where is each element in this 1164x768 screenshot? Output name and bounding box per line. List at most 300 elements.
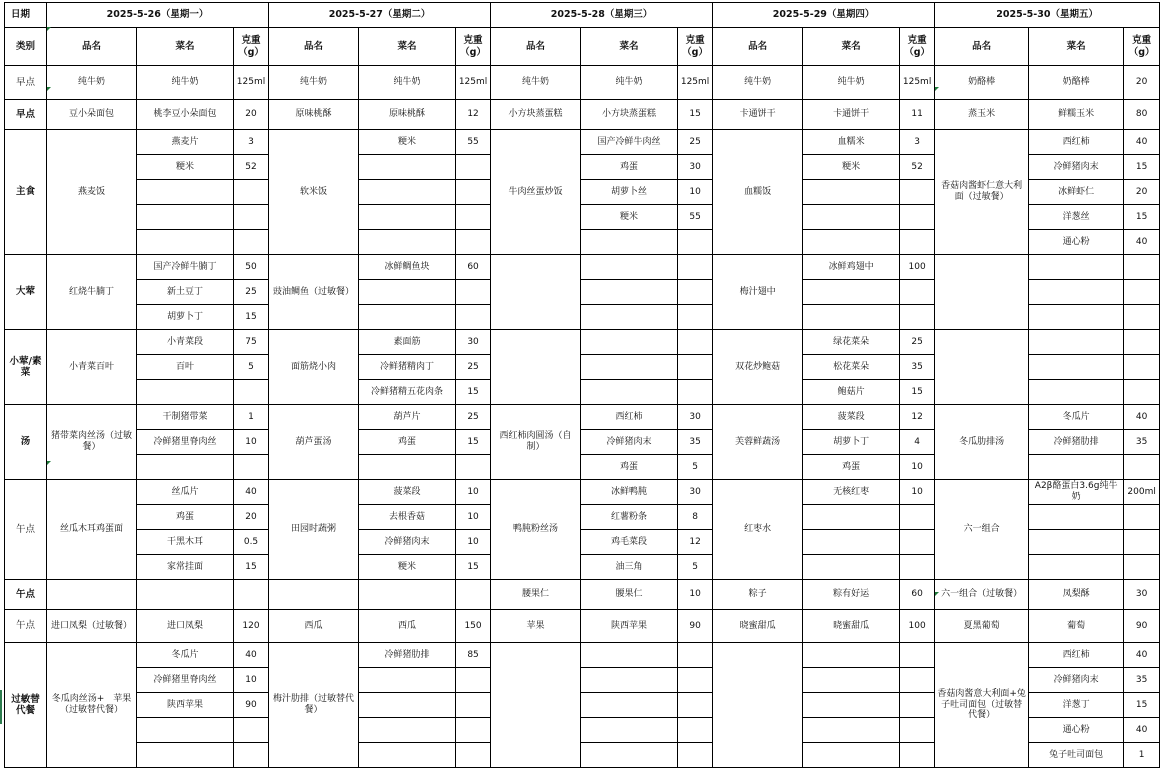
ingredient-cell[interactable] — [359, 230, 456, 255]
ingredient-cell[interactable] — [581, 668, 678, 693]
ingredient-cell[interactable]: 凤梨酥 — [1029, 580, 1124, 610]
gram-cell[interactable]: 125ml — [234, 66, 269, 100]
ingredient-cell[interactable] — [1029, 355, 1124, 380]
dish-name-cell[interactable]: 红烧牛腩丁 — [47, 255, 137, 330]
dish-name-cell[interactable]: 六一组合 — [935, 480, 1029, 580]
gram-cell[interactable] — [678, 743, 713, 768]
category-cell[interactable]: 大荤 — [5, 255, 47, 330]
ingredient-cell[interactable]: 兔子吐司面包 — [1029, 743, 1124, 768]
gram-cell[interactable]: 52 — [900, 155, 935, 180]
gram-cell[interactable] — [678, 643, 713, 668]
gram-cell[interactable] — [1124, 555, 1160, 580]
dish-name-cell[interactable]: 进口凤梨（过敏餐） — [47, 610, 137, 643]
gram-cell[interactable]: 90 — [234, 693, 269, 718]
dish-name-cell[interactable]: 六一组合（过敏餐） — [935, 580, 1029, 610]
ingredient-cell[interactable]: 油三角 — [581, 555, 678, 580]
ingredient-cell[interactable]: 菠菜段 — [359, 480, 456, 505]
gram-cell[interactable] — [456, 693, 491, 718]
gram-cell[interactable]: 100 — [900, 255, 935, 280]
gram-cell[interactable] — [234, 718, 269, 743]
ingredient-cell[interactable]: 菠菜段 — [803, 405, 900, 430]
gram-cell[interactable] — [1124, 530, 1160, 555]
gram-cell[interactable]: 90 — [1124, 610, 1160, 643]
category-cell[interactable]: 汤 — [5, 405, 47, 480]
gram-cell[interactable]: 1 — [1124, 743, 1160, 768]
gram-cell[interactable]: 12 — [900, 405, 935, 430]
dish-name-cell[interactable] — [935, 255, 1029, 330]
dish-name-cell[interactable]: 小青菜百叶 — [47, 330, 137, 405]
gram-cell[interactable]: 5 — [678, 455, 713, 480]
ingredient-cell[interactable] — [803, 230, 900, 255]
ingredient-cell[interactable]: 卡通饼干 — [803, 100, 900, 130]
ingredient-cell[interactable] — [359, 718, 456, 743]
ingredient-cell[interactable] — [359, 180, 456, 205]
dish-name-cell[interactable]: 纯牛奶 — [47, 66, 137, 100]
ingredient-cell[interactable]: 纯牛奶 — [359, 66, 456, 100]
dish-name-cell[interactable]: 腰果仁 — [491, 580, 581, 610]
category-label-cell[interactable]: 类别 — [5, 28, 47, 66]
ingredient-header[interactable]: 菜名 — [137, 28, 234, 66]
ingredient-cell[interactable]: 陕西苹果 — [581, 610, 678, 643]
gram-cell[interactable]: 125ml — [456, 66, 491, 100]
gram-cell[interactable] — [900, 555, 935, 580]
gram-cell[interactable] — [234, 180, 269, 205]
ingredient-cell[interactable]: 去根香菇 — [359, 505, 456, 530]
ingredient-cell[interactable] — [359, 743, 456, 768]
gram-cell[interactable]: 80 — [1124, 100, 1160, 130]
gram-cell[interactable] — [456, 205, 491, 230]
gram-cell[interactable]: 10 — [900, 455, 935, 480]
dish-name-cell[interactable] — [491, 255, 581, 330]
gram-cell[interactable] — [900, 180, 935, 205]
dish-name-cell[interactable] — [713, 643, 803, 768]
ingredient-cell[interactable]: 小方块蒸蛋糕 — [581, 100, 678, 130]
gram-cell[interactable]: 85 — [456, 643, 491, 668]
dish-name-cell[interactable] — [935, 330, 1029, 405]
ingredient-cell[interactable]: 胡萝卜丝 — [581, 180, 678, 205]
gram-cell[interactable] — [1124, 305, 1160, 330]
dish-name-cell[interactable] — [269, 580, 359, 610]
ingredient-cell[interactable]: 冰鲜鸡翅中 — [803, 255, 900, 280]
dish-name-cell[interactable] — [47, 580, 137, 610]
ingredient-cell[interactable]: 胡萝卜丁 — [803, 430, 900, 455]
ingredient-cell[interactable] — [803, 693, 900, 718]
gram-cell[interactable]: 12 — [456, 100, 491, 130]
ingredient-cell[interactable]: 燕麦片 — [137, 130, 234, 155]
gram-cell[interactable] — [234, 380, 269, 405]
ingredient-cell[interactable]: 鸡毛菜段 — [581, 530, 678, 555]
ingredient-cell[interactable]: 冷鲜猪精五花肉条 — [359, 380, 456, 405]
gram-cell[interactable] — [234, 743, 269, 768]
ingredient-cell[interactable]: 晓蜜甜瓜 — [803, 610, 900, 643]
gram-cell[interactable]: 40 — [1124, 643, 1160, 668]
gram-cell[interactable]: 15 — [456, 430, 491, 455]
dish-name-cell[interactable]: 猪带菜肉丝汤（过敏餐） — [47, 405, 137, 480]
gram-cell[interactable]: 120 — [234, 610, 269, 643]
gram-cell[interactable] — [456, 155, 491, 180]
ingredient-cell[interactable] — [359, 205, 456, 230]
ingredient-cell[interactable]: 冷鲜猪肉末 — [1029, 155, 1124, 180]
gram-cell[interactable]: 100 — [900, 610, 935, 643]
ingredient-cell[interactable]: 葡萄 — [1029, 610, 1124, 643]
category-cell[interactable]: 午点 — [5, 480, 47, 580]
gram-cell[interactable] — [678, 280, 713, 305]
day-header-1[interactable]: 2025-5-26（星期一） — [47, 3, 269, 28]
dish-name-cell[interactable]: 纯牛奶 — [269, 66, 359, 100]
dish-header[interactable]: 品名 — [491, 28, 581, 66]
gram-cell[interactable]: 125ml — [900, 66, 935, 100]
ingredient-cell[interactable]: A2β酪蛋白3.6g纯牛奶 — [1029, 480, 1124, 505]
dish-name-cell[interactable]: 冬瓜肉丝汤+ 苹果（过敏替代餐） — [47, 643, 137, 768]
dish-name-cell[interactable]: 香菇肉酱意大利面+兔子吐司面包（过敏替代餐） — [935, 643, 1029, 768]
ingredient-cell[interactable]: 西红柿 — [581, 405, 678, 430]
ingredient-cell[interactable] — [803, 643, 900, 668]
dish-name-cell[interactable]: 西红柿肉圆汤（自制） — [491, 405, 581, 480]
gram-cell[interactable]: 20 — [1124, 66, 1160, 100]
gram-cell[interactable]: 40 — [1124, 130, 1160, 155]
dish-name-cell[interactable]: 丝瓜木耳鸡蛋面 — [47, 480, 137, 580]
gram-cell[interactable]: 25 — [456, 405, 491, 430]
ingredient-cell[interactable]: 西瓜 — [359, 610, 456, 643]
gram-cell[interactable]: 55 — [678, 205, 713, 230]
ingredient-cell[interactable]: 陕西苹果 — [137, 693, 234, 718]
ingredient-cell[interactable] — [359, 305, 456, 330]
gram-cell[interactable] — [900, 693, 935, 718]
ingredient-cell[interactable]: 丝瓜片 — [137, 480, 234, 505]
ingredient-cell[interactable]: 冷鲜猪肉末 — [581, 430, 678, 455]
category-cell[interactable]: 午点 — [5, 580, 47, 610]
gram-cell[interactable] — [1124, 505, 1160, 530]
ingredient-cell[interactable] — [803, 668, 900, 693]
gram-cell[interactable] — [900, 305, 935, 330]
ingredient-cell[interactable] — [1029, 455, 1124, 480]
gram-cell[interactable] — [900, 530, 935, 555]
day-header-2[interactable]: 2025-5-27（星期二） — [269, 3, 491, 28]
dish-name-cell[interactable]: 蒸玉米 — [935, 100, 1029, 130]
ingredient-cell[interactable]: 通心粉 — [1029, 718, 1124, 743]
ingredient-cell[interactable]: 胡萝卜丁 — [137, 305, 234, 330]
gram-cell[interactable]: 10 — [456, 480, 491, 505]
gram-cell[interactable]: 10 — [900, 480, 935, 505]
ingredient-cell[interactable]: 原味桃酥 — [359, 100, 456, 130]
dish-name-cell[interactable]: 纯牛奶 — [713, 66, 803, 100]
ingredient-cell[interactable]: 无核红枣 — [803, 480, 900, 505]
dish-name-cell[interactable] — [491, 643, 581, 768]
ingredient-cell[interactable] — [1029, 505, 1124, 530]
ingredient-cell[interactable]: 血糯米 — [803, 130, 900, 155]
dish-name-cell[interactable]: 葫芦蛋汤 — [269, 405, 359, 480]
ingredient-cell[interactable]: 粽有好运 — [803, 580, 900, 610]
gram-cell[interactable]: 15 — [234, 305, 269, 330]
ingredient-cell[interactable] — [359, 280, 456, 305]
dish-name-cell[interactable]: 梅汁翅中 — [713, 255, 803, 330]
gram-cell[interactable]: 35 — [1124, 668, 1160, 693]
ingredient-cell[interactable] — [803, 180, 900, 205]
gram-cell[interactable] — [678, 718, 713, 743]
ingredient-cell[interactable]: 国产冷鲜牛腩丁 — [137, 255, 234, 280]
dish-name-cell[interactable]: 红枣水 — [713, 480, 803, 580]
dish-name-cell[interactable]: 奶酪棒 — [935, 66, 1029, 100]
gram-cell[interactable]: 25 — [234, 280, 269, 305]
gram-cell[interactable]: 40 — [1124, 405, 1160, 430]
ingredient-cell[interactable]: 冷鲜猪里脊肉丝 — [137, 430, 234, 455]
dish-name-cell[interactable]: 粽子 — [713, 580, 803, 610]
dish-name-cell[interactable]: 鸭肫粉丝汤 — [491, 480, 581, 580]
ingredient-cell[interactable] — [803, 743, 900, 768]
ingredient-cell[interactable] — [359, 693, 456, 718]
category-cell[interactable]: 过敏替代餐 — [5, 643, 47, 768]
dish-name-cell[interactable]: 小方块蒸蛋糕 — [491, 100, 581, 130]
ingredient-cell[interactable] — [581, 693, 678, 718]
gram-cell[interactable]: 10 — [456, 530, 491, 555]
gram-cell[interactable] — [456, 280, 491, 305]
gram-header[interactable]: 克重（g） — [900, 28, 935, 66]
dish-header[interactable]: 品名 — [713, 28, 803, 66]
gram-cell[interactable]: 20 — [234, 505, 269, 530]
gram-header[interactable]: 克重（g） — [456, 28, 491, 66]
gram-cell[interactable]: 10 — [234, 668, 269, 693]
ingredient-cell[interactable] — [1029, 305, 1124, 330]
gram-cell[interactable] — [900, 505, 935, 530]
gram-cell[interactable] — [456, 743, 491, 768]
gram-cell[interactable] — [456, 180, 491, 205]
dish-name-cell[interactable]: 血糯饭 — [713, 130, 803, 255]
ingredient-cell[interactable]: 粳米 — [359, 130, 456, 155]
gram-cell[interactable]: 5 — [678, 555, 713, 580]
gram-cell[interactable] — [456, 305, 491, 330]
dish-name-cell[interactable]: 牛肉丝蛋炒饭 — [491, 130, 581, 255]
dish-name-cell[interactable]: 纯牛奶 — [491, 66, 581, 100]
ingredient-cell[interactable]: 冷鲜猪精肉丁 — [359, 355, 456, 380]
ingredient-cell[interactable]: 新土豆丁 — [137, 280, 234, 305]
dish-name-cell[interactable]: 软米饭 — [269, 130, 359, 255]
ingredient-cell[interactable]: 桃李豆小朵面包 — [137, 100, 234, 130]
ingredient-cell[interactable] — [137, 743, 234, 768]
ingredient-cell[interactable] — [581, 280, 678, 305]
ingredient-cell[interactable] — [803, 505, 900, 530]
gram-cell[interactable]: 150 — [456, 610, 491, 643]
ingredient-cell[interactable]: 冷鲜猪肋排 — [1029, 430, 1124, 455]
ingredient-cell[interactable] — [1029, 330, 1124, 355]
gram-cell[interactable]: 10 — [678, 580, 713, 610]
ingredient-cell[interactable]: 鸡蛋 — [581, 155, 678, 180]
gram-cell[interactable]: 15 — [456, 555, 491, 580]
ingredient-cell[interactable]: 洋葱丁 — [1029, 693, 1124, 718]
ingredient-cell[interactable] — [1029, 555, 1124, 580]
gram-cell[interactable]: 25 — [900, 330, 935, 355]
day-header-5[interactable]: 2025-5-30（星期五） — [935, 3, 1160, 28]
gram-cell[interactable]: 60 — [900, 580, 935, 610]
gram-header[interactable]: 克重（g） — [234, 28, 269, 66]
ingredient-cell[interactable]: 西红柿 — [1029, 130, 1124, 155]
ingredient-cell[interactable] — [1029, 280, 1124, 305]
gram-cell[interactable]: 15 — [234, 555, 269, 580]
gram-cell[interactable] — [234, 230, 269, 255]
ingredient-cell[interactable]: 冷鲜猪肋排 — [359, 643, 456, 668]
ingredient-cell[interactable]: 通心粉 — [1029, 230, 1124, 255]
gram-header[interactable]: 克重（g） — [678, 28, 713, 66]
gram-cell[interactable] — [900, 668, 935, 693]
gram-cell[interactable]: 15 — [1124, 693, 1160, 718]
ingredient-cell[interactable] — [803, 280, 900, 305]
gram-cell[interactable] — [456, 668, 491, 693]
ingredient-cell[interactable]: 洋葱丝 — [1029, 205, 1124, 230]
gram-cell[interactable]: 52 — [234, 155, 269, 180]
gram-cell[interactable]: 30 — [678, 155, 713, 180]
category-cell[interactable]: 早点 — [5, 66, 47, 100]
gram-cell[interactable] — [678, 330, 713, 355]
gram-cell[interactable] — [678, 255, 713, 280]
ingredient-cell[interactable]: 鸡蛋 — [137, 505, 234, 530]
dish-header[interactable]: 品名 — [47, 28, 137, 66]
ingredient-cell[interactable]: 小青菜段 — [137, 330, 234, 355]
dish-name-cell[interactable]: 双花炒鲍菇 — [713, 330, 803, 405]
dish-name-cell[interactable]: 苹果 — [491, 610, 581, 643]
ingredient-cell[interactable] — [803, 305, 900, 330]
ingredient-cell[interactable]: 家常挂面 — [137, 555, 234, 580]
gram-cell[interactable]: 5 — [234, 355, 269, 380]
category-cell[interactable]: 早点 — [5, 100, 47, 130]
gram-cell[interactable]: 15 — [1124, 205, 1160, 230]
ingredient-cell[interactable]: 冰鲜虾仁 — [1029, 180, 1124, 205]
ingredient-cell[interactable]: 腰果仁 — [581, 580, 678, 610]
ingredient-header[interactable]: 菜名 — [803, 28, 900, 66]
ingredient-cell[interactable]: 纯牛奶 — [137, 66, 234, 100]
ingredient-cell[interactable]: 素面筋 — [359, 330, 456, 355]
ingredient-cell[interactable] — [581, 643, 678, 668]
ingredient-cell[interactable]: 进口凤梨 — [137, 610, 234, 643]
gram-cell[interactable] — [900, 718, 935, 743]
gram-cell[interactable]: 15 — [456, 380, 491, 405]
gram-cell[interactable]: 10 — [234, 430, 269, 455]
ingredient-cell[interactable] — [137, 580, 234, 610]
gram-cell[interactable]: 200ml — [1124, 480, 1160, 505]
dish-header[interactable]: 品名 — [935, 28, 1029, 66]
ingredient-cell[interactable] — [359, 155, 456, 180]
gram-cell[interactable]: 40 — [234, 480, 269, 505]
ingredient-cell[interactable]: 鲜糯玉米 — [1029, 100, 1124, 130]
gram-cell[interactable]: 30 — [456, 330, 491, 355]
date-label-cell[interactable]: 日期 — [5, 3, 47, 28]
ingredient-cell[interactable]: 红薯粉条 — [581, 505, 678, 530]
gram-cell[interactable]: 1 — [234, 405, 269, 430]
gram-cell[interactable] — [456, 580, 491, 610]
dish-name-cell[interactable]: 西瓜 — [269, 610, 359, 643]
gram-cell[interactable] — [234, 205, 269, 230]
category-cell[interactable]: 午点 — [5, 610, 47, 643]
ingredient-cell[interactable] — [581, 718, 678, 743]
gram-cell[interactable] — [456, 455, 491, 480]
gram-cell[interactable] — [1124, 255, 1160, 280]
gram-cell[interactable]: 25 — [456, 355, 491, 380]
dish-header[interactable]: 品名 — [269, 28, 359, 66]
ingredient-cell[interactable]: 鸡蛋 — [359, 430, 456, 455]
gram-cell[interactable]: 15 — [678, 100, 713, 130]
ingredient-cell[interactable]: 粳米 — [803, 155, 900, 180]
gram-cell[interactable]: 11 — [900, 100, 935, 130]
ingredient-cell[interactable]: 国产冷鲜牛肉丝 — [581, 130, 678, 155]
dish-name-cell[interactable] — [491, 330, 581, 405]
gram-cell[interactable] — [678, 230, 713, 255]
gram-cell[interactable]: 15 — [900, 380, 935, 405]
ingredient-cell[interactable]: 冰鲜鸭肫 — [581, 480, 678, 505]
ingredient-cell[interactable] — [803, 555, 900, 580]
ingredient-cell[interactable]: 冷鲜猪里脊肉丝 — [137, 668, 234, 693]
gram-cell[interactable]: 0.5 — [234, 530, 269, 555]
gram-cell[interactable]: 125ml — [678, 66, 713, 100]
ingredient-cell[interactable]: 松花菜朵 — [803, 355, 900, 380]
dish-name-cell[interactable]: 面筋烧小肉 — [269, 330, 359, 405]
gram-cell[interactable] — [900, 280, 935, 305]
ingredient-header[interactable]: 菜名 — [581, 28, 678, 66]
ingredient-cell[interactable] — [803, 205, 900, 230]
ingredient-cell[interactable] — [359, 580, 456, 610]
dish-name-cell[interactable]: 晓蜜甜瓜 — [713, 610, 803, 643]
gram-cell[interactable]: 12 — [678, 530, 713, 555]
ingredient-cell[interactable]: 干黑木耳 — [137, 530, 234, 555]
ingredient-cell[interactable]: 葫芦片 — [359, 405, 456, 430]
ingredient-cell[interactable]: 绿花菜朵 — [803, 330, 900, 355]
gram-cell[interactable] — [234, 455, 269, 480]
dish-name-cell[interactable]: 冬瓜肋排汤 — [935, 405, 1029, 480]
dish-name-cell[interactable]: 梅汁肋排（过敏替代餐） — [269, 643, 359, 768]
dish-name-cell[interactable]: 夏黑葡萄 — [935, 610, 1029, 643]
ingredient-cell[interactable]: 鸡蛋 — [581, 455, 678, 480]
ingredient-header[interactable]: 菜名 — [1029, 28, 1124, 66]
ingredient-cell[interactable] — [581, 255, 678, 280]
ingredient-cell[interactable] — [1029, 530, 1124, 555]
dish-name-cell[interactable]: 田园时蔬粥 — [269, 480, 359, 580]
ingredient-cell[interactable]: 冷鲜猪肉末 — [359, 530, 456, 555]
gram-cell[interactable] — [678, 380, 713, 405]
gram-cell[interactable]: 10 — [678, 180, 713, 205]
gram-cell[interactable] — [234, 580, 269, 610]
gram-cell[interactable]: 8 — [678, 505, 713, 530]
ingredient-cell[interactable]: 冰鲜鲷鱼块 — [359, 255, 456, 280]
ingredient-cell[interactable] — [359, 455, 456, 480]
ingredient-cell[interactable]: 粳米 — [581, 205, 678, 230]
gram-cell[interactable] — [900, 643, 935, 668]
ingredient-cell[interactable] — [1029, 255, 1124, 280]
gram-cell[interactable] — [900, 205, 935, 230]
ingredient-cell[interactable] — [803, 718, 900, 743]
gram-cell[interactable]: 10 — [456, 505, 491, 530]
ingredient-cell[interactable]: 粳米 — [137, 155, 234, 180]
gram-cell[interactable]: 50 — [234, 255, 269, 280]
ingredient-cell[interactable] — [1029, 380, 1124, 405]
ingredient-cell[interactable] — [137, 718, 234, 743]
gram-cell[interactable]: 15 — [1124, 155, 1160, 180]
gram-cell[interactable]: 20 — [1124, 180, 1160, 205]
gram-cell[interactable] — [1124, 280, 1160, 305]
ingredient-cell[interactable]: 纯牛奶 — [581, 66, 678, 100]
gram-cell[interactable]: 30 — [678, 405, 713, 430]
ingredient-cell[interactable] — [137, 180, 234, 205]
dish-name-cell[interactable]: 香菇肉酱虾仁意大利面（过敏餐） — [935, 130, 1029, 255]
gram-cell[interactable]: 75 — [234, 330, 269, 355]
ingredient-cell[interactable] — [137, 455, 234, 480]
ingredient-cell[interactable] — [581, 743, 678, 768]
category-cell[interactable]: 小荤/素菜 — [5, 330, 47, 405]
ingredient-cell[interactable]: 冷鲜猪肉末 — [1029, 668, 1124, 693]
ingredient-cell[interactable] — [359, 668, 456, 693]
gram-cell[interactable] — [678, 668, 713, 693]
ingredient-cell[interactable]: 冬瓜片 — [137, 643, 234, 668]
gram-cell[interactable] — [1124, 380, 1160, 405]
gram-header[interactable]: 克重（g） — [1124, 28, 1160, 66]
ingredient-cell[interactable] — [137, 205, 234, 230]
ingredient-cell[interactable] — [581, 230, 678, 255]
